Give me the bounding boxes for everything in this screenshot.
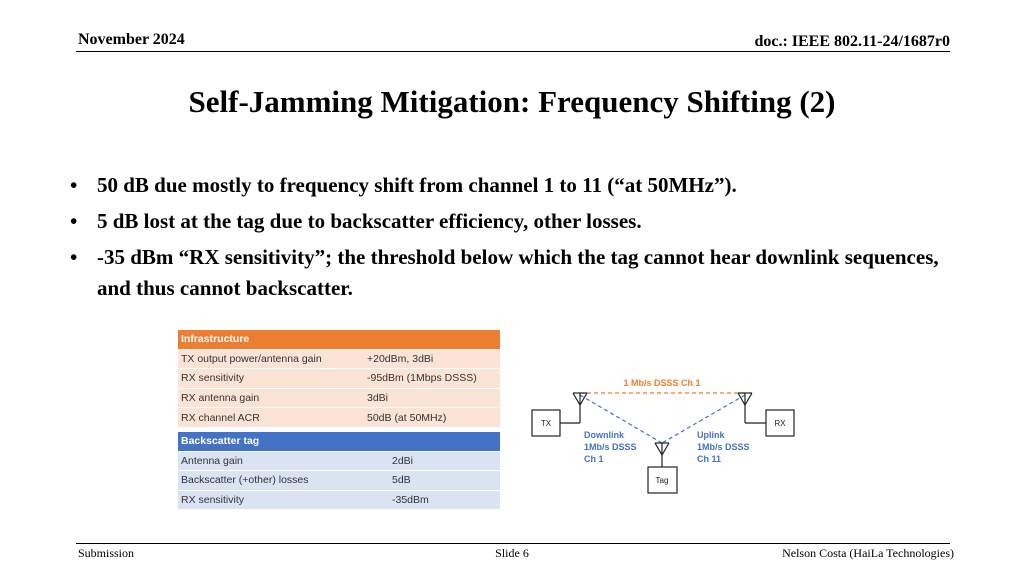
- row-label: Backscatter (+other) losses: [178, 471, 364, 491]
- table-row: [178, 490, 500, 510]
- row-value: +20dBm, 3dBi: [364, 349, 500, 369]
- uplink-label-line: 1Mb/s DSSS: [697, 442, 750, 452]
- bullet-marker: •: [70, 209, 78, 233]
- tag-label: Tag: [655, 476, 669, 485]
- row-value: 2dBi: [364, 451, 500, 471]
- tag-antenna-icon: [655, 443, 669, 467]
- bullet-item: [70, 206, 950, 237]
- row-label: Antenna gain: [178, 451, 364, 471]
- bullet-marker: •: [70, 245, 78, 269]
- header-date: November 2024: [78, 31, 185, 48]
- header-doc-id: doc.: IEEE 802.11-24/1687r0: [754, 33, 950, 50]
- row-value: 3dBi: [364, 388, 500, 408]
- table-section-header: [178, 330, 500, 349]
- table-row: [178, 388, 500, 408]
- footer-author: Nelson Costa (HaiLa Technologies): [782, 546, 954, 560]
- link-budget-table: [178, 330, 500, 510]
- footer-divider: [76, 543, 950, 544]
- bullet-text: -35 dBm “RX sensitivity”; the threshold below which the tag cannot hear downlink sequences, and thus cannot backscatter.: [97, 245, 939, 300]
- uplink-label-line: Uplink: [697, 430, 725, 440]
- table-section-header: [178, 431, 500, 451]
- row-value: -95dBm (1Mbps DSSS): [364, 369, 500, 389]
- infrastructure-header: Infrastructure: [178, 330, 500, 349]
- rx-label: RX: [774, 419, 786, 428]
- top-link-label: 1 Mb/s DSSS Ch 1: [623, 378, 701, 388]
- row-label: TX output power/antenna gain: [178, 349, 364, 369]
- tx-label: TX: [540, 419, 552, 428]
- table-row: [178, 349, 500, 369]
- downlink-label-line: 1Mb/s DSSS: [584, 442, 637, 452]
- bullet-text: 50 dB due mostly to frequency shift from channel 1 to 11 (“at 50MHz”).: [97, 173, 737, 197]
- header-divider: [76, 51, 950, 52]
- table-row: [178, 451, 500, 471]
- downlink-label-line: Ch 1: [584, 454, 604, 464]
- tx-antenna-icon: [560, 393, 587, 423]
- backscatter-header: Backscatter tag: [178, 431, 500, 451]
- row-label: RX sensitivity: [178, 369, 364, 389]
- footer-submission: Submission: [78, 546, 135, 560]
- row-label: RX sensitivity: [178, 490, 364, 510]
- bullet-marker: •: [70, 173, 78, 197]
- row-value: 50dB (at 50MHz): [364, 408, 500, 428]
- row-label: RX antenna gain: [178, 388, 364, 408]
- slide-title: Self-Jamming Mitigation: Frequency Shifting (2): [188, 84, 836, 119]
- bullet-text: 5 dB lost at the tag due to backscatter efficiency, other losses.: [97, 209, 642, 233]
- uplink-label-line: Ch 11: [697, 454, 722, 464]
- table-row: [178, 471, 500, 491]
- table-row: [178, 408, 500, 428]
- row-label: RX channel ACR: [178, 408, 364, 428]
- bullet-item: [70, 170, 950, 201]
- rx-antenna-icon: [738, 393, 766, 423]
- bullet-list: [70, 170, 950, 309]
- downlink-label-line: Downlink: [584, 430, 624, 440]
- table-row: [178, 369, 500, 389]
- backscatter-link-diagram: [520, 365, 805, 500]
- row-value: 5dB: [364, 471, 500, 491]
- bullet-item: [70, 242, 950, 304]
- row-value: -35dBm: [364, 490, 500, 510]
- footer-slide-number: Slide 6: [495, 546, 529, 560]
